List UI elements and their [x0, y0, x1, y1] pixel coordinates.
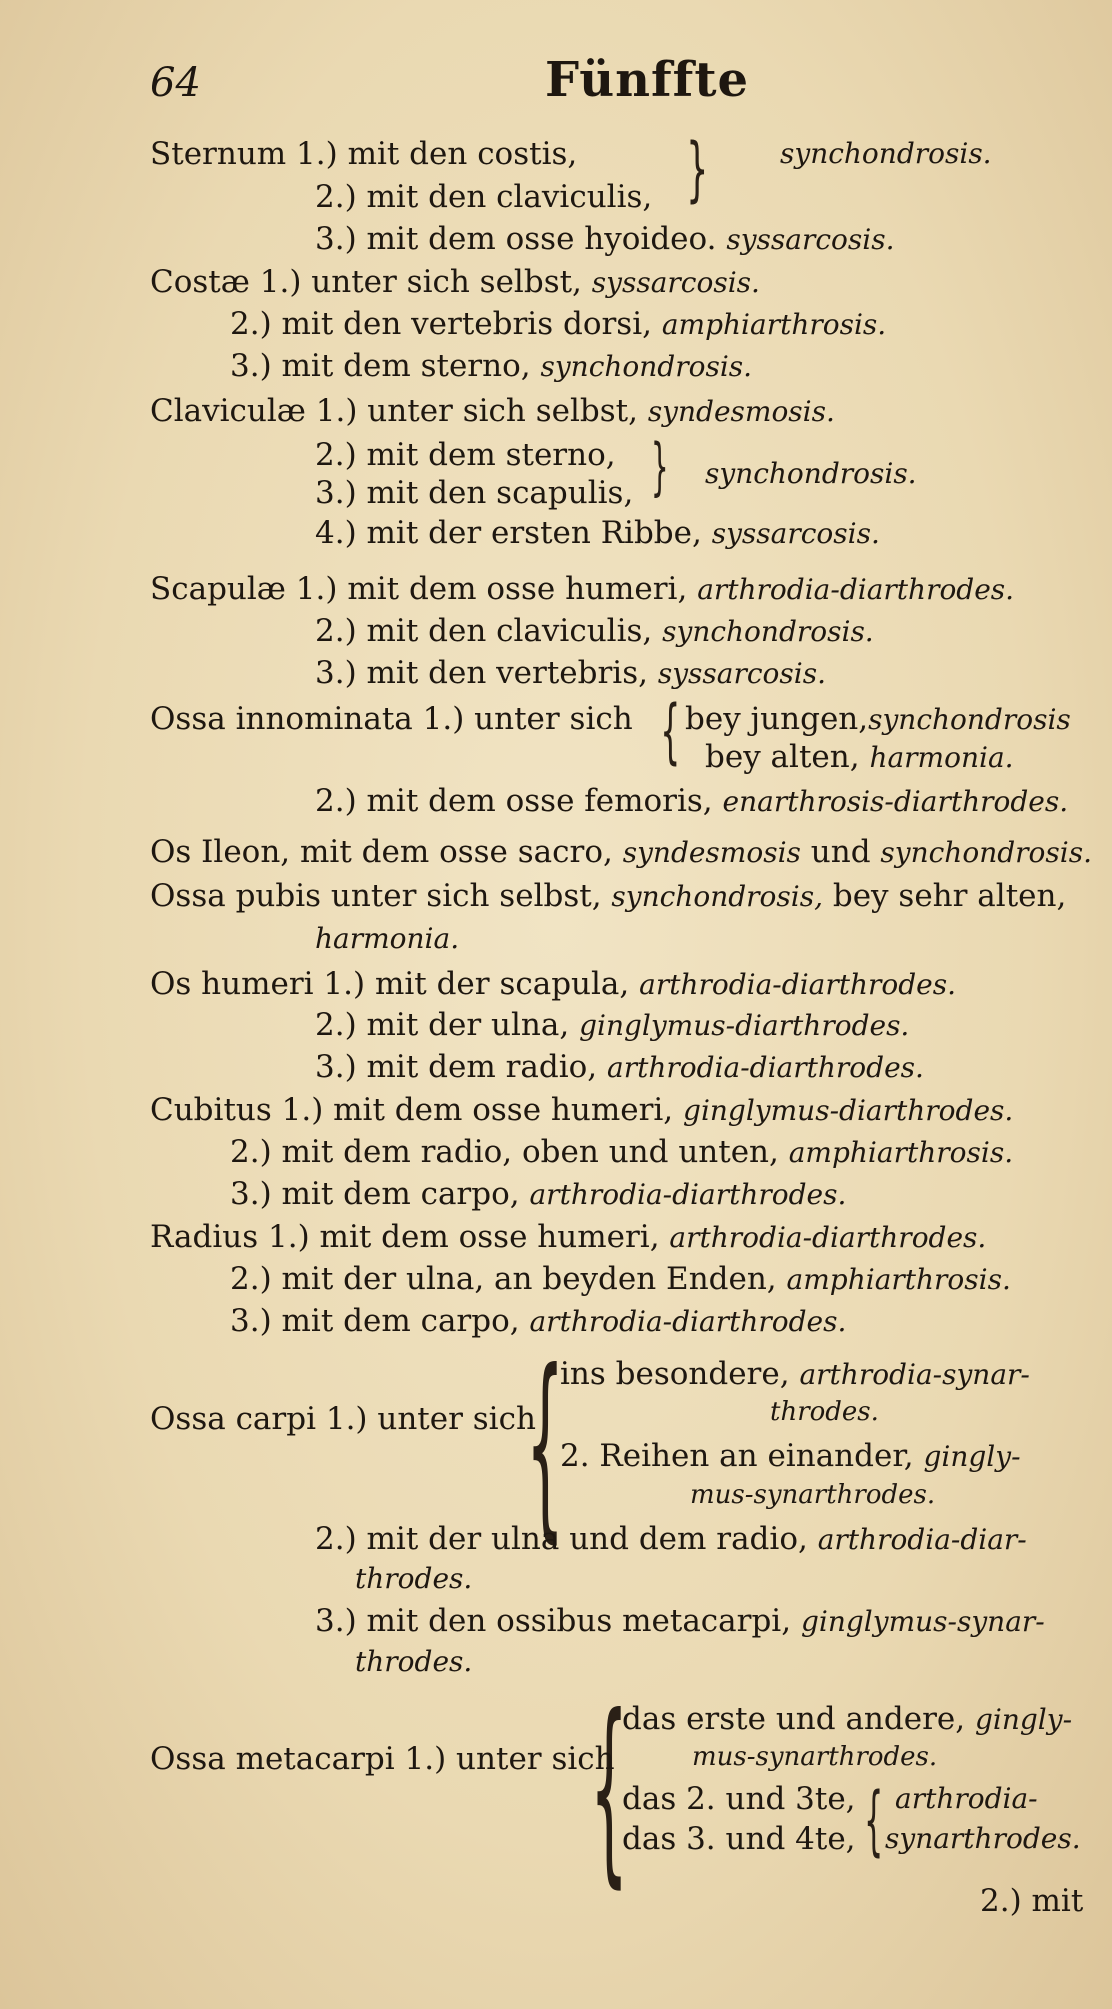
term: mus-synarthrodes. — [692, 1742, 938, 1772]
running-head: Fünffte — [545, 52, 750, 108]
text-line: 3.) mit dem radio, arthrodia-diarthrodes. — [315, 1049, 924, 1085]
text-line: Costæ 1.) unter sich selbst, syssarcosis. — [150, 264, 760, 300]
term: throdes. — [355, 1562, 473, 1595]
text-line: 2.) mit der ulna, ginglymus-diarthrodes. — [315, 1007, 910, 1043]
text-line: 2.) mit den vertebris dorsi, amphiarthrosis. — [230, 306, 887, 342]
catchword: 2.) mit — [980, 1883, 1084, 1919]
text-line: das erste und andere, gingly- — [622, 1701, 1073, 1737]
term: throdes. — [355, 1645, 473, 1678]
text-line: Sternum 1.) mit den costis, — [150, 136, 578, 172]
term: synchondrosis. — [705, 457, 917, 490]
text-line: ins besondere, arthrodia-synar- — [560, 1356, 1030, 1392]
text-line: 3.) mit den ossibus metacarpi, ginglymus-synar- — [315, 1603, 1045, 1639]
text-line: 3.) mit dem sterno, synchondrosis. — [230, 348, 753, 384]
text-line: 3.) mit den vertebris, syssarcosis. — [315, 655, 826, 691]
term: harmonia. — [315, 922, 460, 955]
text-line: 3.) mit den scapulis, — [315, 475, 634, 511]
text-line: das 2. und 3te, — [622, 1781, 856, 1817]
term: throdes. — [770, 1397, 879, 1427]
text-line: 2.) mit dem sterno, — [315, 437, 616, 473]
text-line: Claviculæ 1.) unter sich selbst, syndesmosis. — [150, 393, 835, 429]
text-line: Os Ileon, mit dem osse sacro, syndesmosis und synchondrosis. — [150, 834, 1092, 870]
text-line: 2.) mit der ulna und dem radio, arthrodia-diar- — [315, 1521, 1027, 1557]
text-line: 2. Reihen an einander, gingly- — [560, 1438, 1021, 1474]
brace: { — [590, 1673, 629, 1906]
text-line: Ossa metacarpi 1.) unter sich — [150, 1741, 615, 1777]
text-line: 3.) mit dem carpo, arthrodia-diarthrodes. — [230, 1303, 847, 1339]
brace: } — [686, 128, 709, 210]
term: synarthrodes. — [885, 1822, 1081, 1855]
text-line: 2.) mit dem osse femoris, enarthrosis-diarthrodes. — [315, 783, 1069, 819]
text-line: 3.) mit dem carpo, arthrodia-diarthrodes. — [230, 1176, 847, 1212]
text-line: Radius 1.) mit dem osse humeri, arthrodia-diarthrodes. — [150, 1219, 987, 1255]
text-line: 2.) mit dem radio, oben und unten, amphiarthrosis. — [230, 1134, 1014, 1170]
text-line: Os humeri 1.) mit der scapula, arthrodia-diarthrodes. — [150, 966, 957, 1002]
text-line: Scapulæ 1.) mit dem osse humeri, arthrodia-diarthrodes. — [150, 571, 1015, 607]
brace: { — [864, 1775, 884, 1864]
text-line: bey alten, harmonia. — [705, 739, 1014, 775]
page-number: 64 — [150, 60, 201, 106]
text-line: Ossa carpi 1.) unter sich — [150, 1401, 536, 1437]
text-line: 2.) mit der ulna, an beyden Enden, amphiarthrosis. — [230, 1261, 1011, 1297]
brace: { — [660, 690, 681, 772]
text-line: 4.) mit der ersten Ribbe, syssarcosis. — [315, 515, 880, 551]
text-line: bey jungen,synchondrosis — [685, 701, 1071, 737]
term: mus-synarthrodes. — [690, 1480, 936, 1510]
term: synchondrosis. — [780, 137, 992, 170]
text-line: Ossa pubis unter sich selbst, synchondrosis, bey sehr alten, — [150, 878, 1067, 914]
brace: } — [650, 430, 669, 503]
text-line: 2.) mit den claviculis, synchondrosis. — [315, 613, 874, 649]
brace: { — [526, 1328, 565, 1561]
text-line: 2.) mit den claviculis, — [315, 179, 653, 215]
text-line: das 3. und 4te, — [622, 1821, 856, 1857]
text-line: Cubitus 1.) mit dem osse humeri, ginglymus-diarthrodes. — [150, 1092, 1014, 1128]
term: arthrodia- — [895, 1782, 1038, 1815]
text-line: 3.) mit dem osse hyoideo. syssarcosis. — [315, 221, 895, 257]
text-line: Ossa innominata 1.) unter sich — [150, 701, 633, 737]
